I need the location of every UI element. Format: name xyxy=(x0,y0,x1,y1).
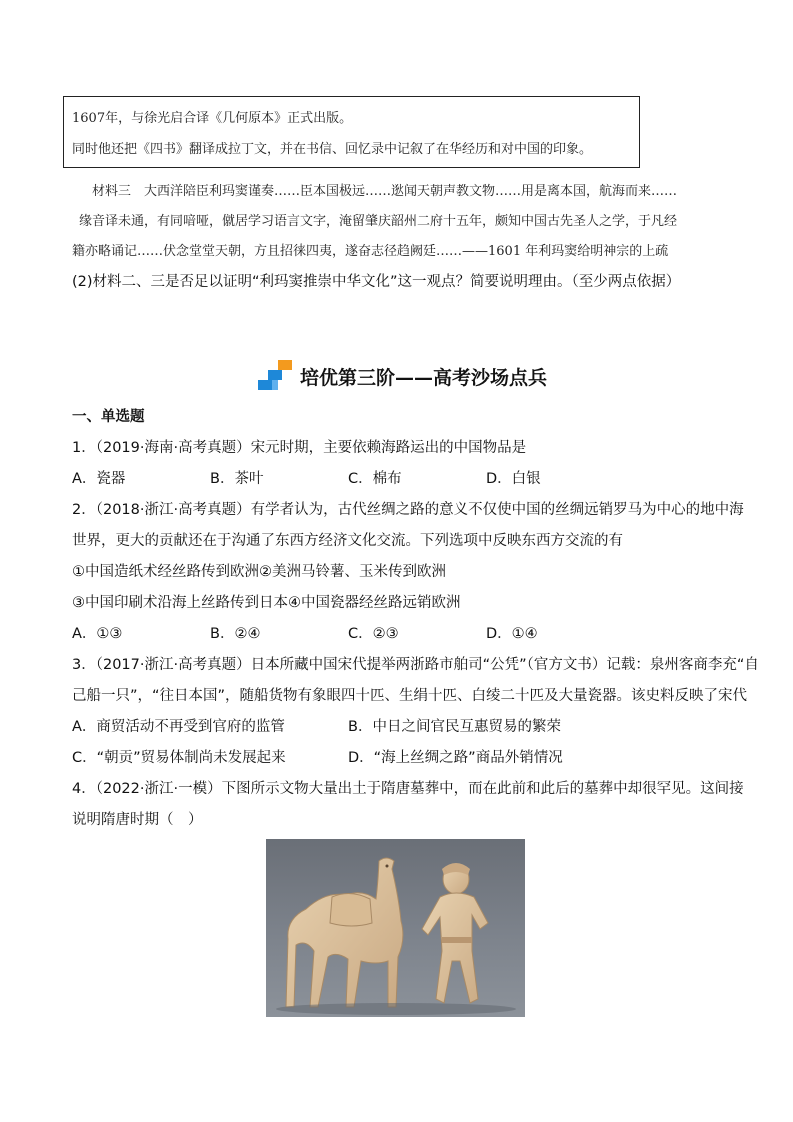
material3-line-3: 籍亦略诵记……伏念堂堂天朝，方且招徕四夷，遂奋志径趋阙廷……——1601 年利玛窦给明神宗的上疏 xyxy=(72,244,669,259)
q3-stem-line-2: 己船一只”，“往日本国”，随船货物有象眼四十匹、生绢十匹、白绫二十匹及大量瓷器。该史料反映了宋代 xyxy=(72,688,748,704)
q2-item-line-2: ③中国印刷术沿海上丝路传到日本④中国瓷器经丝路远销欧洲 xyxy=(72,595,461,611)
section-heading: 一、单选题 xyxy=(72,409,145,425)
q2-option-c: C．②③ xyxy=(348,626,399,642)
material-box-line-2: 同时他还把《四书》翻译成拉丁文，并在书信、回忆录中记叙了在华经历和对中国的印象。 xyxy=(72,142,593,157)
q3-option-b: B．中日之间官民互惠贸易的繁荣 xyxy=(348,719,561,735)
stairs-icon xyxy=(256,358,294,394)
q1-option-b: B．茶叶 xyxy=(210,471,264,487)
q3-option-d: D．“海上丝绸之路”商品外销情况 xyxy=(348,750,563,766)
q2-option-d: D．①④ xyxy=(486,626,538,642)
q1-stem: 1．（2019·海南·高考真题）宋元时期，主要依赖海路运出的中国物品是 xyxy=(72,440,527,456)
groom-figurine xyxy=(422,863,488,1003)
camel-and-groom-figurines xyxy=(266,839,525,1017)
q1-option-c: C．棉布 xyxy=(348,471,402,487)
q2-option-b: B．②④ xyxy=(210,626,261,642)
section-title xyxy=(256,356,547,396)
material-box-line-1: 1607年，与徐光启合译《几何原本》正式出版。 xyxy=(72,111,353,126)
q3-option-a: A．商贸活动不再受到官府的监管 xyxy=(72,719,285,735)
q2-stem-line-1: 2．（2018·浙江·高考真题）有学者认为，古代丝绸之路的意义不仅使中国的丝绸远销罗马为中心的地中海 xyxy=(72,502,744,518)
material3-line-1: 材料三 大西洋陪臣利玛窦谨奏……臣本国极远……逖闻天朝声教文物……用是离本国，航海而来…… xyxy=(92,184,678,199)
camel-figurine xyxy=(286,858,403,1007)
artifact-photo xyxy=(266,839,525,1017)
material3-line-2: 缘音译未通，有同喑哑，僦居学习语言文字，淹留肇庆韶州二府十五年，颇知中国古先圣人之学，于凡经 xyxy=(79,214,678,229)
q2-item-line-1: ①中国造纸术经丝路传到欧洲②美洲马铃薯、玉米传到欧洲 xyxy=(72,564,446,580)
q2-stem-line-2: 世界，更大的贡献还在于沟通了东西方经济文化交流。下列选项中反映东西方交流的有 xyxy=(72,533,623,549)
q1-option-d: D．白银 xyxy=(486,471,541,487)
q4-stem-line-1: 4．（2022·浙江·一模）下图所示文物大量出土于隋唐墓葬中，而在此前和此后的墓葬中却很罕见。这间接 xyxy=(72,781,744,797)
q3-stem-line-1: 3．（2017·浙江·高考真题）日本所藏中国宋代提举两浙路市舶司“公凭”（官方文书）记载：泉州客商李充“自 xyxy=(72,657,759,673)
q1-option-a: A．瓷器 xyxy=(72,471,126,487)
section-title-text: 培优第三阶——高考沙场点兵 xyxy=(300,366,548,389)
q4-stem-line-2: 说明隋唐时期（ ） xyxy=(72,812,203,828)
q3-option-c: C．“朝贡”贸易体制尚未发展起来 xyxy=(72,750,286,766)
q2-option-a: A．①③ xyxy=(72,626,123,642)
question-2: (2)材料二、三是否足以证明“利玛窦推崇中华文化”这一观点？简要说明理由。（至少两点依据） xyxy=(72,274,681,290)
